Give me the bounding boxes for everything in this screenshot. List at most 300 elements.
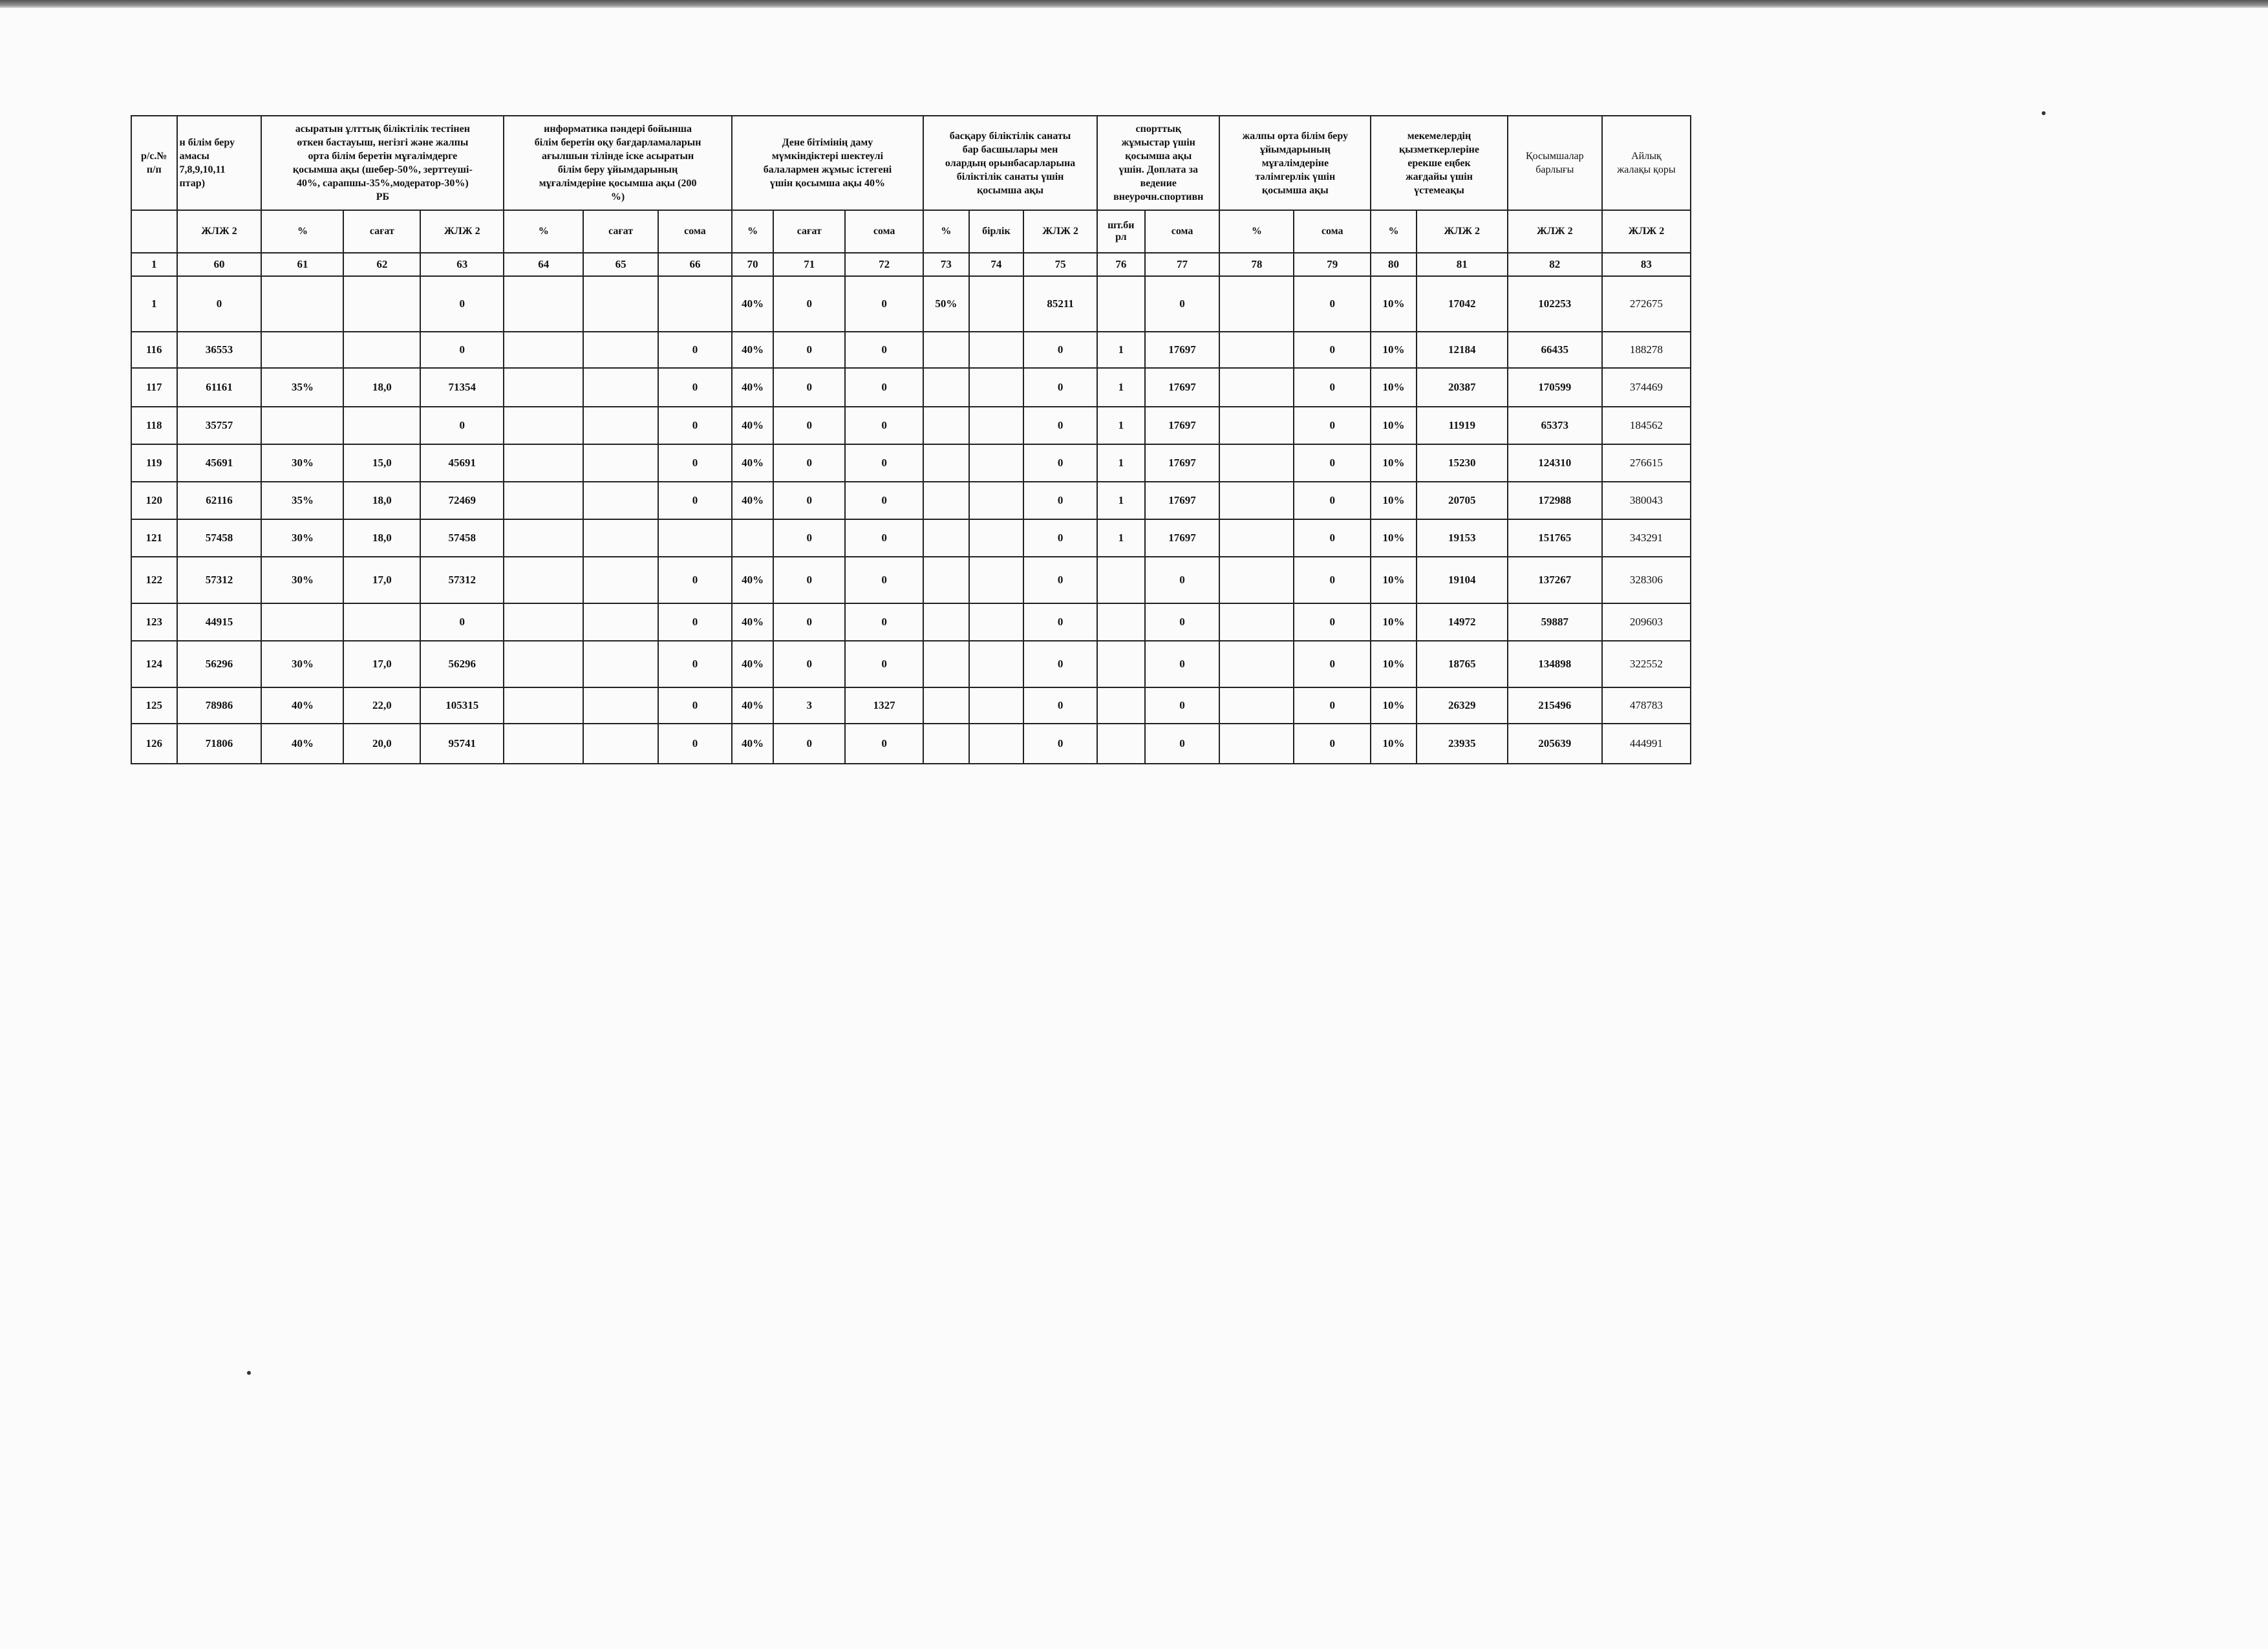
- table-cell: 1327: [845, 687, 923, 724]
- table-cell: [1219, 332, 1294, 368]
- table-cell: [923, 603, 969, 641]
- table-cell: [1097, 557, 1145, 603]
- table-cell: 3: [773, 687, 845, 724]
- table-cell: [1219, 603, 1294, 641]
- scan-speck: [247, 1371, 251, 1375]
- table-cell: 137267: [1508, 557, 1602, 603]
- table-cell: 17697: [1145, 482, 1220, 519]
- table-cell: 0: [773, 368, 845, 407]
- table-cell: 0: [773, 407, 845, 444]
- column-number: 72: [845, 253, 923, 276]
- table-cell: 170599: [1508, 368, 1602, 407]
- table-cell: [504, 519, 583, 557]
- table-cell: 10%: [1371, 687, 1417, 724]
- units-cell: %: [732, 210, 773, 253]
- table-cell: 15230: [1417, 444, 1508, 482]
- table-cell: 151765: [1508, 519, 1602, 557]
- table-cell: [1219, 687, 1294, 724]
- table-cell: 215496: [1508, 687, 1602, 724]
- table-cell: 0: [1023, 482, 1097, 519]
- table-cell: 0: [658, 407, 732, 444]
- table-cell: [504, 407, 583, 444]
- table-cell: 10%: [1371, 407, 1417, 444]
- table-cell: 0: [177, 276, 262, 332]
- table-cell: 0: [1294, 724, 1371, 764]
- table-cell: [504, 603, 583, 641]
- table-cell: 22,0: [343, 687, 420, 724]
- table-cell: 0: [773, 482, 845, 519]
- table-cell: [1097, 724, 1145, 764]
- table-cell: [923, 724, 969, 764]
- header-row-number: р/с.№ п/п: [131, 116, 177, 210]
- table-cell: 0: [1145, 687, 1220, 724]
- table-cell: 0: [658, 687, 732, 724]
- column-numbers-row: [131, 253, 1691, 276]
- table-cell: [504, 724, 583, 764]
- units-cell: ЖЛЖ 2: [420, 210, 504, 253]
- table-cell: 0: [658, 641, 732, 687]
- table-cell: 57458: [177, 519, 262, 557]
- table-cell: 124310: [1508, 444, 1602, 482]
- column-number: 77: [1145, 253, 1220, 276]
- table-cell: 40%: [732, 407, 773, 444]
- table-cell: 36553: [177, 332, 262, 368]
- column-number: 75: [1023, 253, 1097, 276]
- table-cell: 40%: [732, 557, 773, 603]
- table-cell: 0: [773, 724, 845, 764]
- table-cell: 0: [845, 724, 923, 764]
- table-cell: 56296: [177, 641, 262, 687]
- table-row: [131, 444, 1691, 482]
- table-cell: [583, 444, 658, 482]
- table-cell: 0: [1023, 641, 1097, 687]
- table-cell: 10%: [1371, 519, 1417, 557]
- table-cell: 478783: [1602, 687, 1691, 724]
- table-cell: 40%: [732, 641, 773, 687]
- units-cell: ЖЛЖ 2: [1602, 210, 1691, 253]
- table-cell: [261, 603, 343, 641]
- table-cell: 205639: [1508, 724, 1602, 764]
- units-row: [131, 210, 1691, 253]
- units-cell: бірлік: [969, 210, 1024, 253]
- table-cell: [923, 687, 969, 724]
- table-cell: 10%: [1371, 724, 1417, 764]
- table-cell: 10%: [1371, 332, 1417, 368]
- table-cell: 0: [845, 519, 923, 557]
- table-cell: 0: [658, 603, 732, 641]
- table-cell: 0: [1145, 557, 1220, 603]
- table-cell: 10%: [1371, 444, 1417, 482]
- column-number: 79: [1294, 253, 1371, 276]
- table-cell: 19104: [1417, 557, 1508, 603]
- table-cell: 0: [658, 557, 732, 603]
- table-cell: 0: [773, 557, 845, 603]
- table-cell: 0: [845, 332, 923, 368]
- table-cell: 40%: [261, 687, 343, 724]
- table-cell: 276615: [1602, 444, 1691, 482]
- table-cell: [583, 368, 658, 407]
- table-cell: 124: [131, 641, 177, 687]
- column-number: 76: [1097, 253, 1145, 276]
- table-cell: 172988: [1508, 482, 1602, 519]
- column-number: 70: [732, 253, 773, 276]
- table-cell: [504, 276, 583, 332]
- table-cell: 0: [658, 724, 732, 764]
- table-cell: 0: [1294, 276, 1371, 332]
- table-cell: 0: [1294, 332, 1371, 368]
- header-education-program: н білім беру амасы 7,8,9,10,11 птар): [177, 116, 262, 210]
- table-cell: 57458: [420, 519, 504, 557]
- table-cell: 35757: [177, 407, 262, 444]
- table-cell: 20,0: [343, 724, 420, 764]
- table-cell: [504, 444, 583, 482]
- table-cell: [1219, 276, 1294, 332]
- table-cell: 123: [131, 603, 177, 641]
- table-row: [131, 519, 1691, 557]
- table-cell: 0: [1023, 519, 1097, 557]
- table-cell: 0: [420, 407, 504, 444]
- table-cell: 10%: [1371, 368, 1417, 407]
- header-disability-bonus: Дене бітімінің даму мүмкіндіктері шектеулі балалармен жұмыс істегені үшін қосымша ақы 40%: [732, 116, 923, 210]
- table-cell: [1097, 687, 1145, 724]
- table-cell: 78986: [177, 687, 262, 724]
- units-cell: %: [1371, 210, 1417, 253]
- table-cell: [969, 368, 1024, 407]
- table-cell: 44915: [177, 603, 262, 641]
- table-cell: [923, 482, 969, 519]
- table-cell: 72469: [420, 482, 504, 519]
- table-row: [131, 332, 1691, 368]
- table-cell: 0: [845, 557, 923, 603]
- table-cell: 40%: [732, 724, 773, 764]
- table-cell: [504, 557, 583, 603]
- table-cell: [1219, 641, 1294, 687]
- table-cell: 20705: [1417, 482, 1508, 519]
- units-cell: сағат: [343, 210, 420, 253]
- header-monthly-fund: Айлық жалақы қоры: [1602, 116, 1691, 210]
- column-number: 62: [343, 253, 420, 276]
- table-cell: 1: [1097, 368, 1145, 407]
- table-cell: 117: [131, 368, 177, 407]
- table-cell: [343, 603, 420, 641]
- table-row: [131, 557, 1691, 603]
- table-cell: [969, 724, 1024, 764]
- table-cell: 116: [131, 332, 177, 368]
- table-cell: [1219, 368, 1294, 407]
- table-cell: 0: [845, 603, 923, 641]
- table-cell: 50%: [923, 276, 969, 332]
- units-cell: ЖЛЖ 2: [1417, 210, 1508, 253]
- table-cell: 0: [773, 276, 845, 332]
- table-cell: 12184: [1417, 332, 1508, 368]
- column-number: 82: [1508, 253, 1602, 276]
- table-cell: 0: [420, 276, 504, 332]
- column-number: 1: [131, 253, 177, 276]
- table-cell: [923, 332, 969, 368]
- table-cell: [583, 407, 658, 444]
- table-cell: 14972: [1417, 603, 1508, 641]
- table-cell: [504, 482, 583, 519]
- table-cell: 0: [1023, 407, 1097, 444]
- table-cell: 30%: [261, 519, 343, 557]
- table-cell: 0: [1023, 724, 1097, 764]
- column-number: 63: [420, 253, 504, 276]
- table-cell: [923, 557, 969, 603]
- column-number: 80: [1371, 253, 1417, 276]
- table-cell: 118: [131, 407, 177, 444]
- table-cell: 1: [1097, 482, 1145, 519]
- table-cell: 45691: [420, 444, 504, 482]
- salary-sheet: [131, 115, 1691, 764]
- table-cell: 209603: [1602, 603, 1691, 641]
- table-cell: 17697: [1145, 368, 1220, 407]
- table-cell: 0: [1294, 407, 1371, 444]
- table-cell: [1097, 276, 1145, 332]
- table-cell: [969, 641, 1024, 687]
- table-cell: 65373: [1508, 407, 1602, 444]
- table-cell: 0: [845, 276, 923, 332]
- table-cell: [583, 332, 658, 368]
- table-cell: 0: [658, 482, 732, 519]
- table-cell: 17,0: [343, 641, 420, 687]
- table-cell: 95741: [420, 724, 504, 764]
- table-cell: 0: [773, 332, 845, 368]
- salary-table: [131, 115, 1691, 764]
- units-cell: %: [1219, 210, 1294, 253]
- table-cell: 374469: [1602, 368, 1691, 407]
- table-row: [131, 603, 1691, 641]
- table-cell: [343, 276, 420, 332]
- column-number: 66: [658, 253, 732, 276]
- table-cell: [923, 368, 969, 407]
- table-cell: 0: [1023, 603, 1097, 641]
- table-cell: 10%: [1371, 641, 1417, 687]
- table-cell: 18,0: [343, 368, 420, 407]
- table-cell: 35%: [261, 482, 343, 519]
- table-cell: [658, 276, 732, 332]
- table-cell: 0: [1023, 444, 1097, 482]
- column-number: 74: [969, 253, 1024, 276]
- table-cell: 10%: [1371, 603, 1417, 641]
- table-cell: 40%: [732, 603, 773, 641]
- table-cell: [261, 276, 343, 332]
- table-cell: 0: [1294, 557, 1371, 603]
- table-cell: [504, 641, 583, 687]
- table-cell: [343, 332, 420, 368]
- table-row: [131, 368, 1691, 407]
- column-number: 65: [583, 253, 658, 276]
- table-cell: 30%: [261, 641, 343, 687]
- table-cell: 0: [845, 641, 923, 687]
- table-cell: 61161: [177, 368, 262, 407]
- table-cell: 188278: [1602, 332, 1691, 368]
- table-cell: 322552: [1602, 641, 1691, 687]
- table-cell: 1: [1097, 332, 1145, 368]
- header-total-bonuses: Қосымшалар барлығы: [1508, 116, 1602, 210]
- table-cell: 0: [1145, 603, 1220, 641]
- table-cell: [923, 641, 969, 687]
- table-cell: 184562: [1602, 407, 1691, 444]
- table-cell: [583, 724, 658, 764]
- table-cell: 1: [1097, 444, 1145, 482]
- table-cell: 0: [1294, 368, 1371, 407]
- table-cell: 71354: [420, 368, 504, 407]
- table-cell: 15,0: [343, 444, 420, 482]
- table-cell: 56296: [420, 641, 504, 687]
- units-cell: шт.би рл: [1097, 210, 1145, 253]
- table-cell: [923, 519, 969, 557]
- table-cell: 444991: [1602, 724, 1691, 764]
- table-cell: [261, 407, 343, 444]
- table-cell: [583, 641, 658, 687]
- table-cell: 17697: [1145, 332, 1220, 368]
- units-cell: сағат: [773, 210, 845, 253]
- table-cell: [583, 519, 658, 557]
- table-cell: 0: [420, 332, 504, 368]
- table-cell: 85211: [1023, 276, 1097, 332]
- table-cell: 30%: [261, 557, 343, 603]
- table-row: [131, 687, 1691, 724]
- table-cell: 0: [1294, 482, 1371, 519]
- table-cell: 17042: [1417, 276, 1508, 332]
- table-cell: 40%: [732, 444, 773, 482]
- table-cell: 126: [131, 724, 177, 764]
- table-row: [131, 407, 1691, 444]
- table-cell: 0: [1145, 276, 1220, 332]
- table-cell: 0: [420, 603, 504, 641]
- table-cell: 120: [131, 482, 177, 519]
- header-row: [131, 116, 1691, 210]
- table-cell: [732, 519, 773, 557]
- column-number: 81: [1417, 253, 1508, 276]
- table-row: [131, 641, 1691, 687]
- table-cell: [969, 276, 1024, 332]
- units-cell: ЖЛЖ 2: [1023, 210, 1097, 253]
- table-cell: 17697: [1145, 444, 1220, 482]
- table-cell: 105315: [420, 687, 504, 724]
- table-cell: [969, 603, 1024, 641]
- scan-edge: [0, 0, 2268, 8]
- table-cell: 40%: [261, 724, 343, 764]
- table-cell: [504, 332, 583, 368]
- table-cell: 0: [658, 444, 732, 482]
- units-cell: сома: [658, 210, 732, 253]
- column-number: 60: [177, 253, 262, 276]
- table-cell: 0: [1294, 444, 1371, 482]
- table-cell: 20387: [1417, 368, 1508, 407]
- data-rows: [131, 276, 1691, 764]
- table-row: [131, 276, 1691, 332]
- table-cell: 0: [1023, 332, 1097, 368]
- table-cell: [1219, 519, 1294, 557]
- table-cell: [1097, 603, 1145, 641]
- table-cell: [261, 332, 343, 368]
- table-cell: 0: [845, 407, 923, 444]
- table-cell: 328306: [1602, 557, 1691, 603]
- table-cell: 0: [1294, 519, 1371, 557]
- table-cell: 0: [1294, 687, 1371, 724]
- table-cell: 380043: [1602, 482, 1691, 519]
- table-cell: [1097, 641, 1145, 687]
- units-cell: сома: [1145, 210, 1220, 253]
- column-number: 78: [1219, 253, 1294, 276]
- header-national-test-bonus: асыратын ұлттық біліктілік тестінен өткен бастауыш, негізгі және жалпы орта білім беретін мұғалімдерге қосымша ақы (шебер-50%, зерттеуші- 40%, сарапшы-35%,модератор-30%) РБ: [261, 116, 504, 210]
- table-cell: 0: [658, 368, 732, 407]
- table-cell: 0: [845, 444, 923, 482]
- table-cell: [969, 332, 1024, 368]
- table-cell: 19153: [1417, 519, 1508, 557]
- scan-speck: [2042, 111, 2046, 115]
- table-cell: 343291: [1602, 519, 1691, 557]
- table-cell: 10%: [1371, 557, 1417, 603]
- units-cell: %: [504, 210, 583, 253]
- table-cell: 0: [658, 332, 732, 368]
- units-cell: ЖЛЖ 2: [177, 210, 262, 253]
- table-cell: 57312: [177, 557, 262, 603]
- table-cell: 119: [131, 444, 177, 482]
- table-cell: 17697: [1145, 407, 1220, 444]
- table-row: [131, 724, 1691, 764]
- table-cell: [969, 407, 1024, 444]
- units-cell: [131, 210, 177, 253]
- table-cell: 272675: [1602, 276, 1691, 332]
- header-management-category-bonus: басқару біліктілік санаты бар басшылары мен олардың орынбасарларына біліктілік санаты үшін қосымша ақы: [923, 116, 1097, 210]
- table-cell: 0: [1145, 641, 1220, 687]
- table-cell: [969, 444, 1024, 482]
- table-cell: [969, 519, 1024, 557]
- table-cell: 66435: [1508, 332, 1602, 368]
- table-cell: [583, 276, 658, 332]
- table-cell: [658, 519, 732, 557]
- table-cell: 1: [1097, 519, 1145, 557]
- table-cell: 0: [1023, 687, 1097, 724]
- table-cell: 40%: [732, 332, 773, 368]
- table-cell: [1219, 407, 1294, 444]
- table-cell: [583, 482, 658, 519]
- table-cell: 1: [1097, 407, 1145, 444]
- table-cell: 0: [1294, 641, 1371, 687]
- table-cell: 1: [131, 276, 177, 332]
- header-mentoring-bonus: жалпы орта білім беру ұйымдарының мұғалімдеріне тәлімгерлік үшін қосымша ақы: [1219, 116, 1371, 210]
- table-cell: 121: [131, 519, 177, 557]
- table-cell: 125: [131, 687, 177, 724]
- table-cell: 59887: [1508, 603, 1602, 641]
- header-informatics-english-bonus: информатика пәндері бойынша білім беретін оқу бағдарламаларын ағылшын тілінде іске асыратын білім беру ұйымдарының мұғалімдеріне қосымша ақы (200 %): [504, 116, 732, 210]
- units-cell: сағат: [583, 210, 658, 253]
- table-cell: 71806: [177, 724, 262, 764]
- units-cell: ЖЛЖ 2: [1508, 210, 1602, 253]
- table-cell: 45691: [177, 444, 262, 482]
- table-cell: [343, 407, 420, 444]
- table-cell: [969, 687, 1024, 724]
- units-cell: сома: [1294, 210, 1371, 253]
- column-number: 71: [773, 253, 845, 276]
- table-cell: [583, 557, 658, 603]
- table-cell: 40%: [732, 482, 773, 519]
- table-cell: 0: [1023, 557, 1097, 603]
- table-cell: [583, 603, 658, 641]
- table-cell: 10%: [1371, 276, 1417, 332]
- table-cell: 57312: [420, 557, 504, 603]
- table-cell: [1219, 724, 1294, 764]
- table-cell: 18,0: [343, 519, 420, 557]
- table-row: [131, 482, 1691, 519]
- table-cell: 18765: [1417, 641, 1508, 687]
- table-cell: 17697: [1145, 519, 1220, 557]
- column-number: 64: [504, 253, 583, 276]
- table-cell: 0: [1294, 603, 1371, 641]
- units-cell: сома: [845, 210, 923, 253]
